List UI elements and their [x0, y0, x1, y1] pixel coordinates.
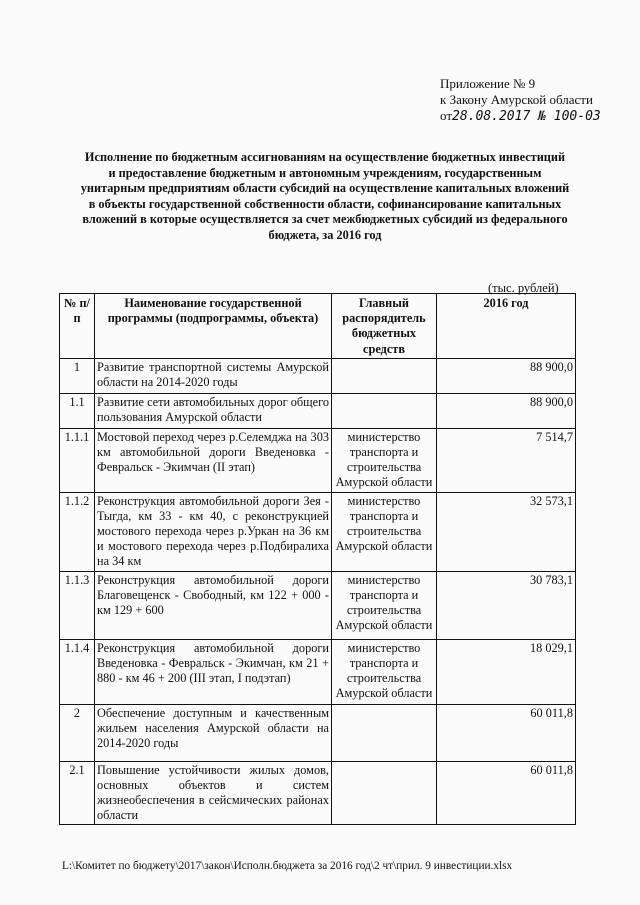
- row-number: 1.1.1: [60, 428, 95, 492]
- header-year-2016: 2016 год: [437, 294, 576, 359]
- row-value: 18 029,1: [437, 639, 576, 704]
- row-director: министерство транспорта и строительства Амурской области: [332, 639, 437, 704]
- row-value: 32 573,1: [437, 492, 576, 571]
- row-name: Повышение устойчивости жилых домов, основных объектов и систем жизнеобеспечения в сейсмических районах области: [95, 761, 332, 825]
- table-row: [60, 639, 576, 704]
- row-director: министерство транспорта и строительства Амурской области: [332, 492, 437, 571]
- row-value: 88 900,0: [437, 358, 576, 393]
- row-name: Реконструкция автомобильной дороги Введеновка - Февральск - Экимчан, км 21 + 880 - км 46 + 200 (III этап, I подэтап): [95, 639, 332, 704]
- row-director: министерство транспорта и строительства Амурской области: [332, 571, 437, 639]
- row-name: Реконструкция автомобильной дороги Зея - Тыгда, км 33 - км 40, с реконструкцией мостового перехода через р.Уркан на 36 км и мостового перехода через р.Подбиралиха на 34 км: [95, 492, 332, 571]
- row-director: [332, 393, 437, 428]
- row-value: 60 011,8: [437, 704, 576, 761]
- row-number: 2: [60, 704, 95, 761]
- appendix-date-prefix: от: [440, 108, 453, 123]
- row-director: [332, 358, 437, 393]
- header-number: № п/п: [60, 294, 95, 359]
- document-title: Исполнение по бюджетным ассигнованиям на осуществление бюджетных инвестиций и предоставление бюджетным и автономным учреждениям, государственным унитарным предприятиям области субсидий на осуществление капитальных вложений в объекты государственной собственности области, софинансирование капитальных вложений в которые осуществляется за счет межбюджетных субсидий из федерального бюджета, за 2016 год: [80, 150, 570, 242]
- handwritten-date-number: 28.08.2017 № 100-03: [452, 109, 601, 124]
- row-value: 60 011,8: [437, 761, 576, 825]
- table-header-row: [60, 294, 576, 359]
- table-row: [60, 571, 576, 639]
- budget-table: [59, 293, 576, 825]
- appendix-law-reference: к Закону Амурской области: [440, 92, 593, 107]
- appendix-number: Приложение № 9: [440, 76, 536, 91]
- row-number: 1.1.2: [60, 492, 95, 571]
- appendix-date-line: [440, 108, 601, 125]
- table-row: [60, 492, 576, 571]
- table-row: [60, 704, 576, 761]
- row-number: 1.1.4: [60, 639, 95, 704]
- row-value: 7 514,7: [437, 428, 576, 492]
- file-path-footer: L:\Комитет по бюджету\2017\закон\Исполн.бюджета за 2016 год\2 чт\прил. 9 инвестиции.xlsx: [62, 860, 513, 872]
- row-name: Обеспечение доступным и качественным жильем населения Амурской области на 2014-2020 годы: [95, 704, 332, 761]
- row-director: [332, 761, 437, 825]
- table-row: [60, 761, 576, 825]
- table-row: [60, 358, 576, 393]
- row-value: 88 900,0: [437, 393, 576, 428]
- row-director: министерство транспорта и строительства Амурской области: [332, 428, 437, 492]
- row-name: Мостовой переход через р.Селемджа на 303 км автомобильной дороги Введеновка - Февральск - Экимчан (II этап): [95, 428, 332, 492]
- row-name: Реконструкция автомобильной дороги Благовещенск - Свободный, км 122 + 000 - км 129 + 600: [95, 571, 332, 639]
- row-number: 1.1: [60, 393, 95, 428]
- row-number: 1: [60, 358, 95, 393]
- units-label: (тыс. рублей): [488, 281, 559, 295]
- appendix-block: [440, 76, 601, 125]
- header-budget-director: Главный распорядитель бюджетных средств: [332, 294, 437, 359]
- header-program-name: Наименование государственной программы (подпрограммы, объекта): [95, 294, 332, 359]
- row-director: [332, 704, 437, 761]
- row-name: Развитие транспортной системы Амурской области на 2014-2020 годы: [95, 358, 332, 393]
- row-name: Развитие сети автомобильных дорог общего пользования Амурской области: [95, 393, 332, 428]
- row-value: 30 783,1: [437, 571, 576, 639]
- row-number: 1.1.3: [60, 571, 95, 639]
- table-row: [60, 393, 576, 428]
- row-number: 2.1: [60, 761, 95, 825]
- table-row: [60, 428, 576, 492]
